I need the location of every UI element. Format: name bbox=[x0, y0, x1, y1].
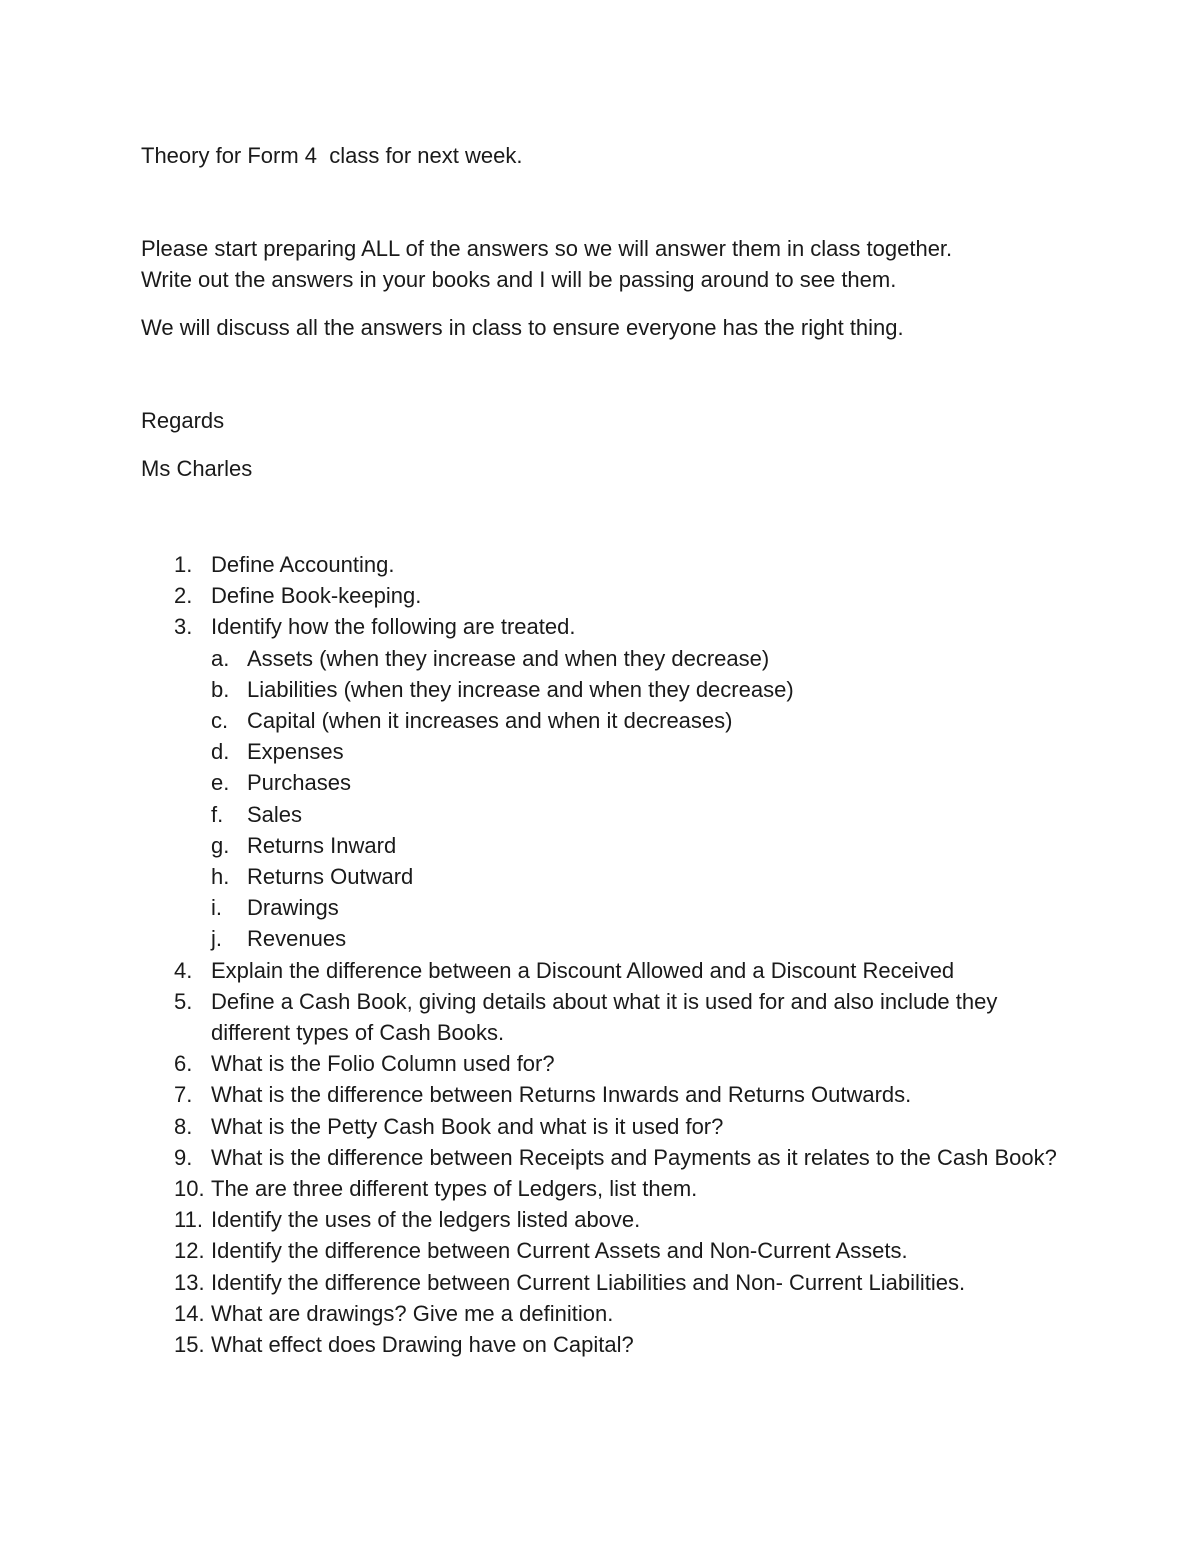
sub-item-text: Drawings bbox=[247, 895, 339, 921]
list-item bbox=[0, 986, 1200, 1048]
list-item bbox=[0, 549, 1200, 580]
item-number: 15. bbox=[174, 1332, 205, 1358]
item-text: Identify how the following are treated. bbox=[211, 614, 576, 640]
list-item bbox=[0, 1142, 1200, 1173]
sub-item-letter: e. bbox=[211, 770, 230, 796]
item-number: 5. bbox=[174, 988, 193, 1014]
sub-item bbox=[0, 705, 1200, 736]
item-number: 6. bbox=[174, 1051, 193, 1077]
item-text: What are drawings? Give me a definition. bbox=[211, 1300, 614, 1326]
sub-item-letter: f. bbox=[211, 801, 224, 827]
item-number: 9. bbox=[174, 1144, 193, 1170]
sub-item bbox=[0, 799, 1200, 830]
item-text: What effect does Drawing have on Capital? bbox=[211, 1332, 634, 1358]
item-number: 11. bbox=[174, 1207, 203, 1233]
sub-item-text: Expenses bbox=[247, 739, 344, 765]
sub-item-letter: h. bbox=[211, 864, 230, 890]
sub-item bbox=[0, 736, 1200, 767]
item-number: 1. bbox=[174, 552, 193, 577]
questions-list bbox=[0, 549, 1200, 1360]
item-text: Explain the difference between a Discount Allowed and a Discount Received bbox=[211, 957, 955, 983]
paragraph-3: We will discuss all the answers in class to ensure everyone has the right thing. bbox=[141, 315, 904, 340]
item-text: Define Accounting. bbox=[211, 552, 395, 577]
sub-item-letter: c. bbox=[211, 708, 229, 734]
item-number: 8. bbox=[174, 1113, 193, 1139]
sub-item bbox=[0, 767, 1200, 798]
list-item bbox=[0, 1267, 1200, 1298]
item-number: 14. bbox=[174, 1300, 205, 1326]
sub-item-text: Assets (when they increase and when they decrease) bbox=[247, 645, 770, 671]
item-text: What is the Petty Cash Book and what is it used for? bbox=[211, 1113, 724, 1139]
item-text: Define Book-keeping. bbox=[211, 583, 422, 609]
list-item bbox=[0, 1173, 1200, 1204]
document-title: Theory for Form 4 class for next week. bbox=[141, 143, 523, 168]
sub-item bbox=[0, 830, 1200, 861]
sub-item-text: Returns Outward bbox=[247, 864, 414, 890]
item-text: Identify the uses of the ledgers listed above. bbox=[211, 1207, 641, 1233]
list-item bbox=[0, 1111, 1200, 1142]
closing: Regards bbox=[141, 408, 225, 433]
item-text: What is the difference between Receipts and Payments as it relates to the Cash Book? bbox=[211, 1144, 1057, 1170]
list-item bbox=[0, 1048, 1200, 1079]
sub-item-letter: a. bbox=[211, 645, 230, 671]
sub-item-text: Capital (when it increases and when it decreases) bbox=[247, 708, 733, 734]
sub-item bbox=[0, 861, 1200, 892]
item-number: 13. bbox=[174, 1269, 205, 1295]
item-text: Define a Cash Book, giving details about what it is used for and also include they different types of Cash Books. bbox=[211, 988, 998, 1046]
signature: Ms Charles bbox=[141, 456, 253, 481]
list-item bbox=[0, 580, 1200, 611]
item-number: 12. bbox=[174, 1238, 205, 1264]
list-item bbox=[0, 611, 1200, 954]
sub-item-text: Sales bbox=[247, 801, 303, 827]
list-item bbox=[0, 1204, 1200, 1235]
sub-item-letter: i. bbox=[211, 895, 222, 921]
sub-item-text: Revenues bbox=[247, 926, 347, 952]
item-text: The are three different types of Ledgers, list them. bbox=[211, 1176, 698, 1202]
sub-item-text: Returns Inward bbox=[247, 832, 397, 858]
item-number: 7. bbox=[174, 1082, 193, 1108]
sub-item-letter: g. bbox=[211, 832, 230, 858]
list-item bbox=[0, 1235, 1200, 1266]
list-item bbox=[0, 1329, 1200, 1360]
paragraph-2: Write out the answers in your books and I will be passing around to see them. bbox=[141, 267, 897, 292]
list-item bbox=[0, 1079, 1200, 1110]
sub-item bbox=[0, 923, 1200, 954]
sub-item-letter: b. bbox=[211, 676, 230, 702]
sub-item-text: Purchases bbox=[247, 770, 351, 796]
sub-item-text: Liabilities (when they increase and when they decrease) bbox=[247, 676, 794, 702]
item-text: Identify the difference between Current Assets and Non-Current Assets. bbox=[211, 1238, 908, 1264]
sub-item bbox=[0, 674, 1200, 705]
list-item bbox=[0, 1298, 1200, 1329]
item-text: Identify the difference between Current Liabilities and Non- Current Liabilities. bbox=[211, 1269, 966, 1295]
sub-item bbox=[0, 643, 1200, 674]
item-text: What is the Folio Column used for? bbox=[211, 1051, 555, 1077]
item-number: 10. bbox=[174, 1176, 205, 1202]
paragraph-1: Please start preparing ALL of the answers so we will answer them in class together. bbox=[141, 236, 953, 261]
sub-item-letter: j. bbox=[211, 926, 222, 952]
item-text: What is the difference between Returns Inwards and Returns Outwards. bbox=[211, 1082, 912, 1108]
item-number: 2. bbox=[174, 583, 193, 609]
item-number: 3. bbox=[174, 614, 193, 640]
sub-item-letter: d. bbox=[211, 739, 230, 765]
sub-list bbox=[0, 643, 1200, 955]
item-number: 4. bbox=[174, 957, 193, 983]
sub-item bbox=[0, 892, 1200, 923]
list-item bbox=[0, 955, 1200, 986]
